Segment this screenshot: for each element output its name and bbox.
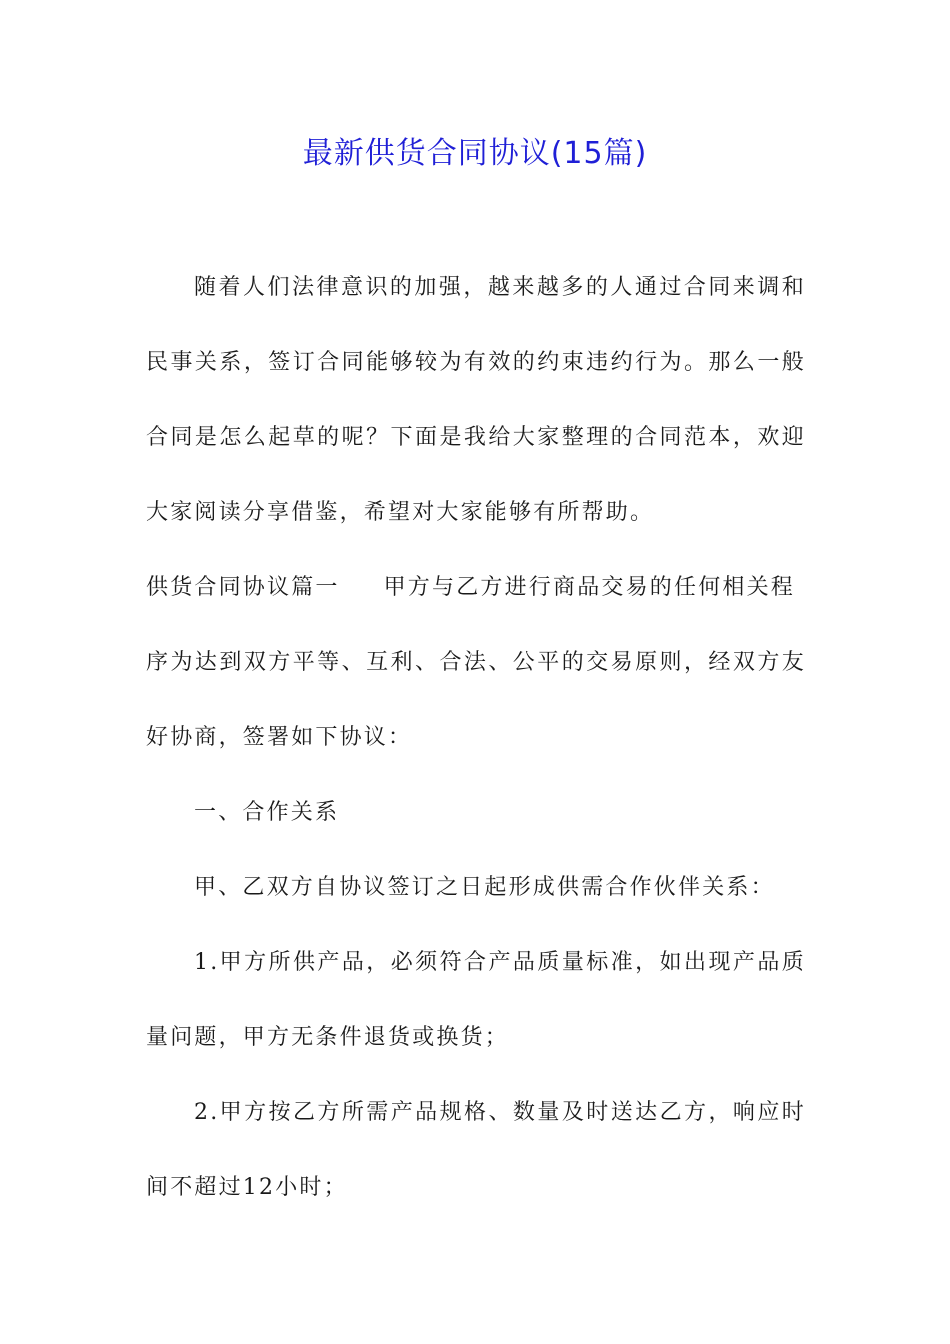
item-1-line-2: 量问题，甲方无条件退货或换货； [146,1025,510,1050]
section-first-line [146,570,806,601]
section-line-2: 序为达到双方平等、互利、合法、公平的交易原则，经双方友 [146,650,806,675]
item-1-line-1: 1.甲方所供产品，必须符合产品质量标准，如出现产品质 [194,950,806,975]
section-heading: 供货合同协议篇一 [146,575,340,600]
intro-line-4: 大家阅读分享借鉴，希望对大家能够有所帮助。 [146,500,655,525]
item-2-line-1: 2.甲方按乙方所需产品规格、数量及时送达乙方，响应时 [194,1100,806,1125]
section-first-text: 甲方与乙方进行商品交易的任何相关程 [383,575,796,600]
item-2-line-2: 间不超过12小时； [146,1175,348,1200]
intro-line-1: 随着人们法律意识的加强，越来越多的人通过合同来调和 [194,275,806,300]
document-title: 最新供货合同协议(15篇) [302,136,648,171]
clause-title: 一、合作关系 [194,800,340,825]
section-line-3: 好协商，签署如下协议： [146,725,413,750]
intro-line-3: 合同是怎么起草的呢？下面是我给大家整理的合同范本，欢迎 [146,425,806,450]
intro-line-2: 民事关系，签订合同能够较为有效的约束违约行为。那么一般 [146,350,806,375]
clause-intro: 甲、乙双方自协议签订之日起形成供需合作伙伴关系： [194,875,775,900]
